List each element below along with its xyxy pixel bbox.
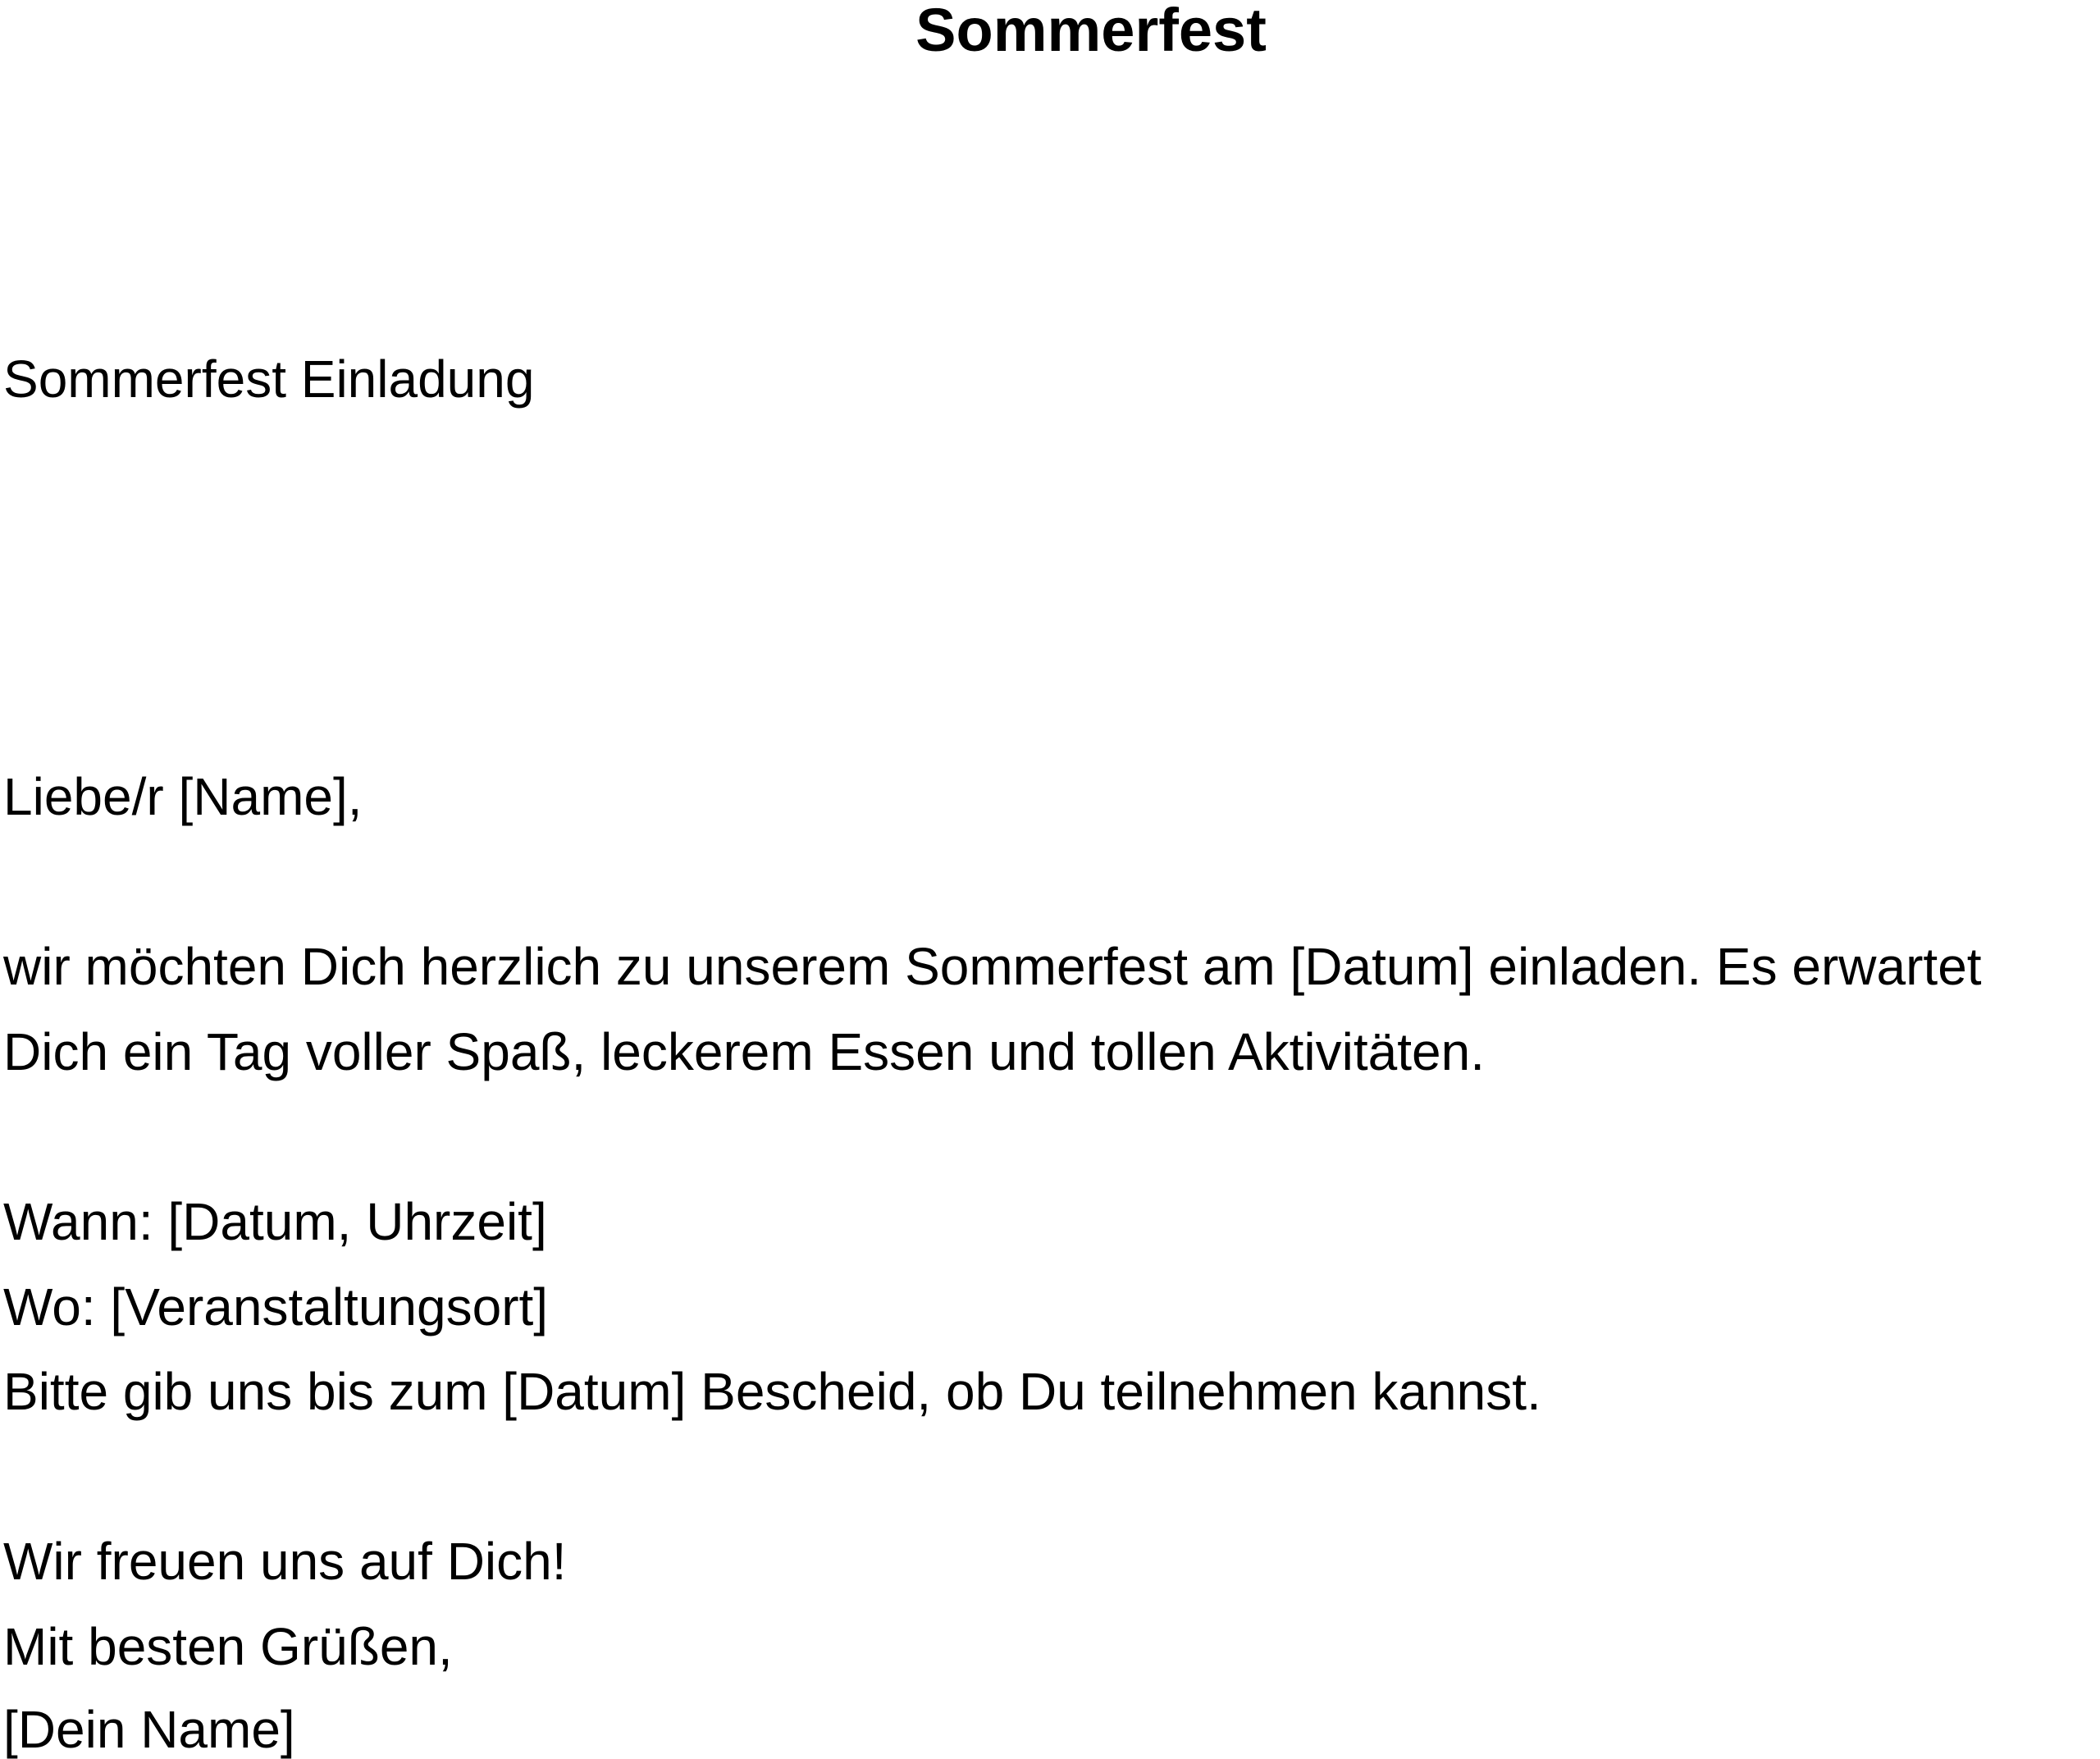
document-title: Sommerfest	[915, 0, 1267, 64]
body-line-2: Dich ein Tag voller Spaß, leckerem Essen und tollen Aktivitäten.	[3, 1022, 1485, 1081]
subtitle: Sommerfest Einladung	[3, 350, 535, 409]
salutation: Liebe/r [Name],	[3, 767, 363, 826]
body-line-1: wir möchten Dich herzlich zu unserem Sommerfest am [Datum] einladen. Es erwartet	[3, 937, 1982, 996]
event-when: Wann: [Datum, Uhrzeit]	[3, 1192, 547, 1251]
rsvp-request: Bitte gib uns bis zum [Datum] Bescheid, ob Du teilnehmen kannst.	[3, 1362, 1541, 1421]
closing-line-2: Mit besten Grüßen,	[3, 1617, 453, 1676]
signature: [Dein Name]	[3, 1700, 295, 1759]
closing-line-1: Wir freuen uns auf Dich!	[3, 1532, 567, 1591]
event-where: Wo: [Veranstaltungsort]	[3, 1277, 549, 1336]
